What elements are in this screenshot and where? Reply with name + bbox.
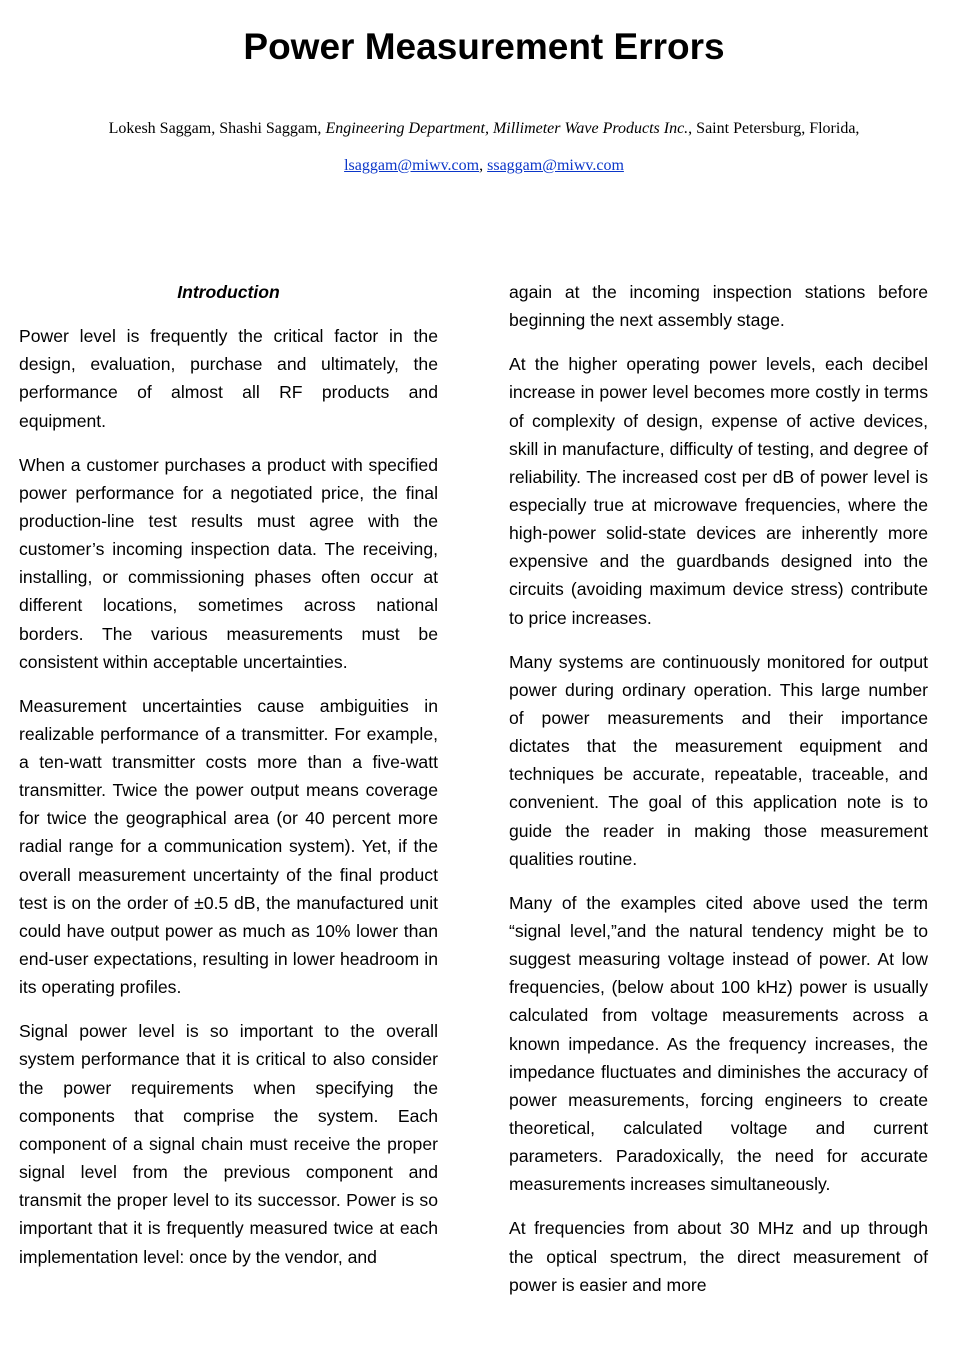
paragraph: Many of the examples cited above used the term “signal level,”and the natural tendency might be to suggest measuring voltage instead of power. At low frequencies, (below about 100 kHz) power is usually calculated from voltage measurements across a known impedance. As the frequency increases, the impedance fluctuates and diminishes the accuracy of power measurements, forcing engineers to create theoretical, calculated voltage and current parameters. Paradoxically, the need for accurate measurements increases simultaneously. [509, 892, 928, 1195]
author-names: Lokesh Saggam, Shashi Saggam, [108, 120, 326, 137]
author-affiliation: Engineering Department, Millimeter Wave Products Inc. [325, 120, 689, 137]
paragraph: At frequencies from about 30 MHz and up through the optical spectrum, the direct measurement of power is easier and more [509, 1218, 928, 1295]
paragraph: When a customer purchases a product with specified power performance for a negotiated price, the final production-line test results must agree with the customer’s incoming inspection data. The receiving, installing, or commissioning phases often occur at different locations, sometimes across national borders. The various measurements must be consistent within acceptable uncertainties. [19, 454, 438, 672]
email-separator: , [479, 157, 488, 174]
paragraph: Measurement uncertainties cause ambiguities in realizable performance of a transmitter. For example, a ten-watt transmitter costs more than a five-watt transmitter. Twice the power output means coverage for twice the geographical area (or 40 percent more radial range for a communication system). Yet, if the overall measurement uncertainty of the final product test is on the order of ±0.5 dB, the manufactured unit could have output power as much as 10% lower than end-user expectations, resulting in lower headroom in its operating profiles. [19, 695, 438, 998]
left-column [19, 278, 438, 1287]
author-location: , Saint Petersburg, Florida, [688, 120, 860, 137]
paragraph: Many systems are continuously monitored for output power during ordinary operation. This large number of power measurements and their importance dictates that the measurement equipment and techniques be accurate, repeatable, traceable, and convenient. The goal of this application note is to guide the reader in making those measurement qualities routine. [509, 651, 928, 869]
right-column [509, 278, 928, 1315]
paragraph: Power level is frequently the critical factor in the design, evaluation, purchase and ultimately, the performance of almost all RF products and equipment. [19, 326, 438, 431]
paragraph: again at the incoming inspection stations before beginning the next assembly stage. [509, 282, 928, 331]
author-emails [0, 155, 968, 177]
paragraph: Signal power level is so important to the overall system performance that it is critical to also consider the power requirements when specifying the components that comprise the system. Each component of a signal chain must receive the proper signal level from the previous component and transmit the proper level to its successor. Power is so important that it is frequently measured twice at each implementation level: once by the vendor, and [19, 1021, 438, 1267]
paragraph: At the higher operating power levels, each decibel increase in power level becomes more costly in terms of complexity of design, expense of active devices, skill in manufacture, difficulty of testing, and degree of reliability. The increased cost per dB of power level is especially true at microwave frequencies, where the high-power solid-state devices are inherently more expensive and the guardbands designed into the circuits (avoiding maximum device stress) contribute to price increases. [509, 354, 928, 628]
author-line [0, 118, 968, 140]
email-link-lsaggam[interactable]: lsaggam@miwv.com [344, 157, 480, 174]
section-heading-introduction: Introduction [177, 282, 280, 302]
email-link-ssaggam[interactable]: ssaggam@miwv.com [487, 157, 624, 174]
page-title: Power Measurement Errors [243, 26, 725, 67]
